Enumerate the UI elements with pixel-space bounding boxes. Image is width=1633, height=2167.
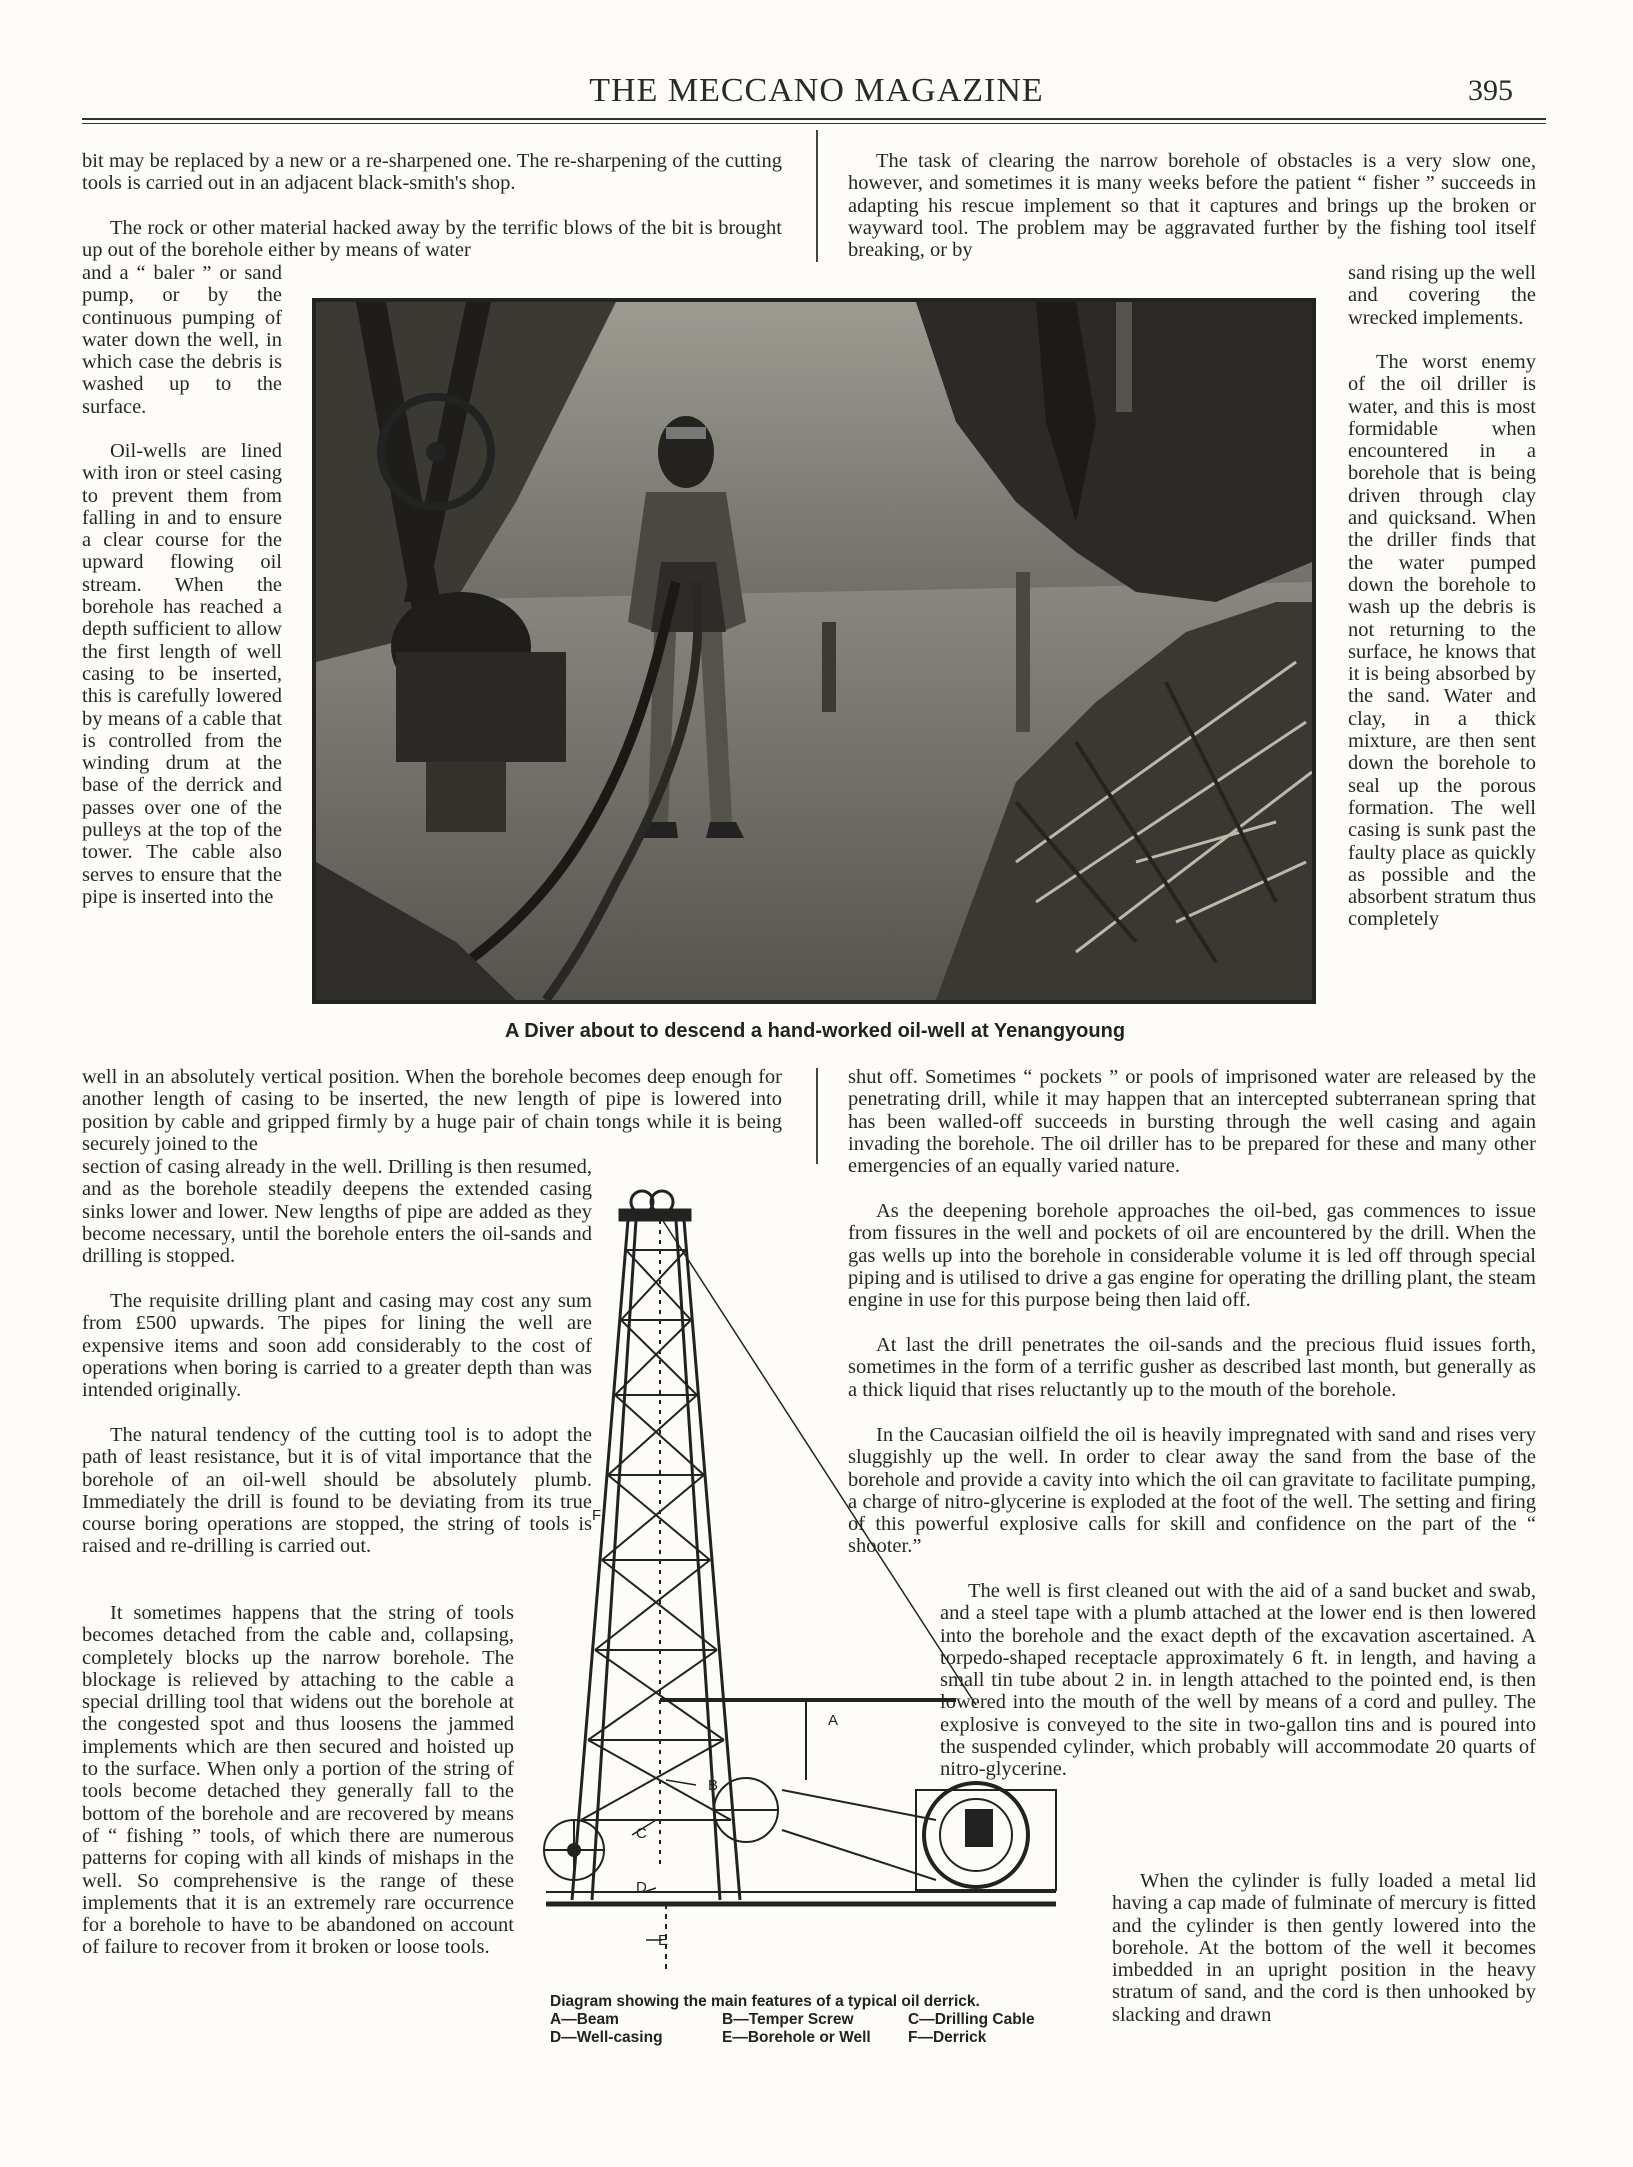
column-divider-lower xyxy=(816,1068,818,1164)
left-para-vertical-cont: section of casing already in the well. Drilling is then resumed, and as the borehole steadily deepens the extended casing sinks lower and lower. New lengths of pipe are added as they become necessary, until the borehole enters the oil-sands and drilling is stopped. xyxy=(82,1156,592,1268)
diagram-label-c: C xyxy=(636,1825,647,1842)
column-divider xyxy=(816,130,818,262)
right-para-enemy: The worst enemy of the oil driller is water, and this is most formidable when encountered in a borehole that is being driven through clay and quicksand. When the driller finds that the water pumped down the borehole to wash up the debris is not returning to the surface, he knows that it is being absorbed by the sand. Water and clay, in a thick mixture, are then sent down the borehole to seal up the porous formation. The well casing is sunk past the faulty place as quickly as possible and the absorbent stratum thus completely xyxy=(1348,351,1536,931)
left-para-oilwells: Oil-wells are lined with iron or steel casing to prevent them from falling in and to ensure a clear course for the upward flowing oil stream. When the borehole has reached a depth sufficient to allow the first length of well casing to be inserted, this is carefully lowered by means of a cable that is controlled from the winding drum at the base of the derrick and passes over one of the pulleys at the top of the tower. The cable also serves to ensure that the pipe is inserted into the xyxy=(82,440,282,908)
header-rule xyxy=(82,118,1546,120)
page-number: 395 xyxy=(1468,74,1513,107)
left-para-rock: The rock or other material hacked away by the terrific blows of the bit is brought up out of the borehole either by means of water xyxy=(82,217,782,262)
legend-c: C—Drilling Cable xyxy=(908,2011,1035,2028)
photo-caption: A Diver about to descend a hand-worked oil-well at Yenangyoung xyxy=(504,1020,1126,1042)
diagram-label-e: E xyxy=(658,1932,669,1949)
legend-a: A—Beam xyxy=(550,2011,619,2028)
left-para-vertical: well in an absolutely vertical position. When the borehole becomes deep enough for another length of casing to be inserted, the new length of pipe is lowered into position by cable and gripped firmly by a huge pair of chain tongs while it is being securely joined to the xyxy=(82,1066,782,1155)
diagram-label-b: B xyxy=(708,1777,719,1794)
left-para-top: bit may be replaced by a new or a re-sharpened one. The re-sharpening of the cutting tools is carried out in an adjacent black-smith's shop. xyxy=(82,150,782,195)
right-para-caucasian: In the Caucasian oilfield the oil is heavily impregnated with sand and rises very sluggishly up the well. In order to clear away the sand from the base of the borehole and provide a cavity into which the oil can gravitate to facilitate pumping, a charge of nitro-glycerine is exploded at the foot of the well. The setting and firing of this powerful explosive calls for skill and confidence on the part of the “ shooter.” xyxy=(848,1424,1536,1558)
right-para-cylinder: When the cylinder is fully loaded a metal lid having a cap made of fulminate of mercury is fitted and the cylinder is then gently lowered into the borehole. At the bottom of the well it becomes imbedded in an upright position in the heavy stratum of sand, and the cord is then unhooked by slacking and drawn xyxy=(1112,1870,1536,2026)
derrick-diagram xyxy=(536,1180,1096,1980)
right-para-clearing-narrow: sand rising up the well and covering the wrecked implements. xyxy=(1348,262,1536,329)
right-para-gas: As the deepening borehole approaches the oil-bed, gas commences to issue from fissures in the well and pockets of oil are encountered by the drill. When the gas wells up into the borehole in considerable volume it is led off through special piping and is utilised to drive a gas engine for operating the drilling plant, the steam engine in use for this purpose being then laid off. xyxy=(848,1200,1536,1312)
diver-photo xyxy=(312,298,1316,1004)
legend-e: E—Borehole or Well xyxy=(722,2029,871,2046)
diver-photo-image xyxy=(316,302,1312,1000)
diagram-label-a: A xyxy=(828,1712,839,1729)
diagram-caption: Diagram showing the main features of a typical oil derrick. xyxy=(550,1993,980,2010)
right-para-cleaned: The well is first cleaned out with the aid of a sand bucket and swab, and a steel tape with a plumb attached at the lower end is then lowered into the borehole and the exact depth of the excavation ascertained. A torpedo-shaped receptacle approximately 6 ft. in length, and having a small tin tube about 2 in. in length attached to the pointed end, is then lowered into the mouth of the well by means of a cord and pulley. The explosive is conveyed to the site in two-gallon tins and is poured into the suspended cylinder, which probably will accommodate 20 quarts of nitro-glycerine. xyxy=(940,1580,1536,1781)
diagram-label-f: F xyxy=(592,1507,602,1524)
left-para-tendency: The natural tendency of the cutting tool is to adopt the path of least resistance, but it is of vital importance that the borehole of an oil-well should be absolutely plumb. Immediately the drill is found to be deviating from its true course boring operations are stopped, the string of tools is raised and re-drilling is carried out. xyxy=(82,1424,592,1558)
left-para-plant: The requisite drilling plant and casing may cost any sum from £500 upwards. The pipes for lining the well are expensive items and soon add considerably to the cost of operations when boring is carried to a greater depth than was intended originally. xyxy=(82,1290,592,1402)
magazine-title: THE MECCANO MAGAZINE xyxy=(589,72,1044,109)
legend-d: D—Well-casing xyxy=(550,2029,663,2046)
right-para-clearing: The task of clearing the narrow borehole of obstacles is a very slow one, however, and sometimes it is many weeks before the patient “ fisher ” succeeds in adapting his rescue implement so that it captures and brings up the broken or wayward tool. The problem may be aggravated further by the fishing tool itself breaking, or by xyxy=(848,150,1536,262)
legend-f: F—Derrick xyxy=(908,2029,987,2046)
diagram-label-d: D xyxy=(636,1879,647,1896)
right-para-shutoff: shut off. Sometimes “ pockets ” or pools of imprisoned water are released by the penetrating drill, while it may happen that an intercepted subterranean spring that has been walled-off succeeds in bursting through the well casing and again invading the borehole. The oil driller has to be prepared for these and many other emergencies of an equally varied nature. xyxy=(848,1066,1536,1178)
right-para-last: At last the drill penetrates the oil-sands and the precious fluid issues forth, sometimes in the form of a terrific gusher as described last month, but generally as a thick liquid that rises reluctantly up to the mouth of the borehole. xyxy=(848,1334,1536,1401)
left-para-detached: It sometimes happens that the string of tools becomes detached from the cable and, collapsing, completely blocks up the narrow borehole. The blockage is relieved by attaching to the cable a special drilling tool that widens out the borehole at the congested spot and thus loosens the jammed implements which are then secured and hoisted up to the surface. When only a portion of the string of tools become detached they generally fall to the bottom of the borehole and are recovered by means of “ fishing ” tools, of which there are numerous patterns for coping with all kinds of mishaps in the well. So comprehensive is the range of these implements that it is an extremely rare occurrence for a borehole to have to be abandoned on account of failure to recover from it broken or loose tools. xyxy=(82,1602,514,1959)
left-para-rock-narrow: and a “ baler ” or sand pump, or by the continuous pumping of water down the well, in which case the debris is washed up to the surface. xyxy=(82,262,282,418)
legend-b: B—Temper Screw xyxy=(722,2011,854,2028)
header-rule-thin xyxy=(82,123,1546,124)
